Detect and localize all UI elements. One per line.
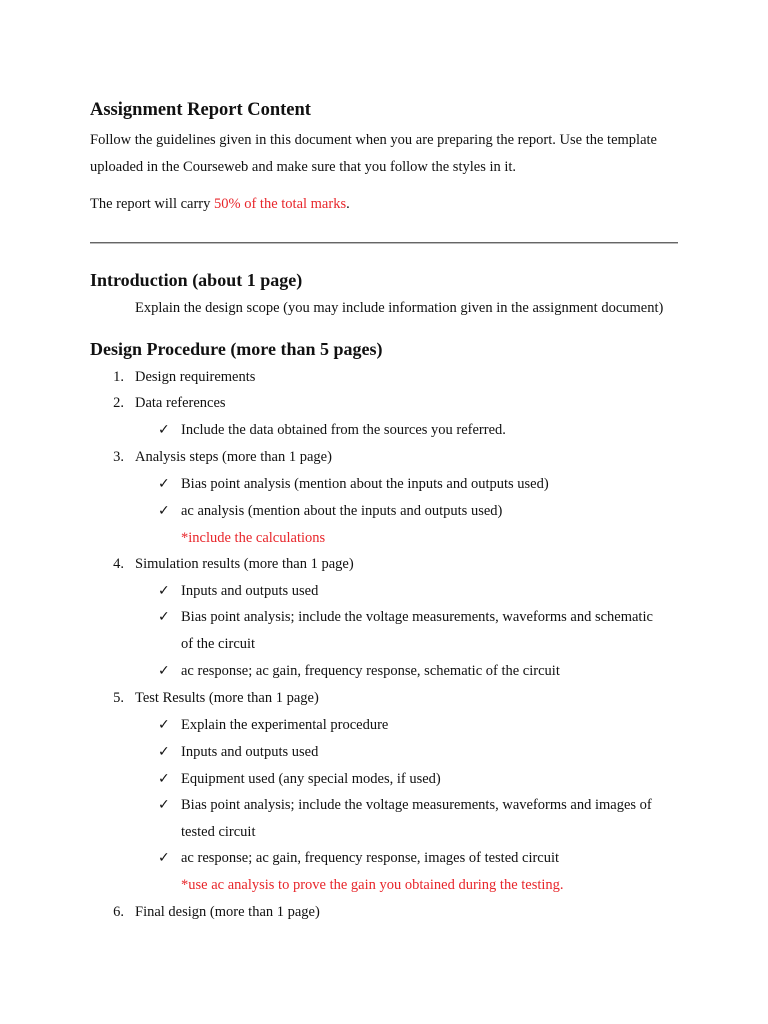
list-number: 4. bbox=[113, 556, 124, 572]
checkmark-icon: ✓ bbox=[158, 583, 170, 599]
list-number: 1. bbox=[113, 369, 124, 385]
introduction-text: Explain the design scope (you may include information given in the assignment document) bbox=[135, 300, 664, 316]
sub-list-item: Inputs and outputs used bbox=[181, 744, 319, 760]
red-note: *include the calculations bbox=[181, 530, 326, 546]
marks-statement bbox=[90, 196, 350, 213]
list-number: 3. bbox=[113, 449, 124, 465]
sub-list-item-continuation: of the circuit bbox=[181, 636, 256, 652]
checkmark-icon: ✓ bbox=[158, 476, 170, 492]
list-item: Simulation results (more than 1 page) bbox=[135, 556, 354, 572]
marks-prefix: The report will carry bbox=[90, 196, 215, 212]
sub-list-item: Bias point analysis; include the voltage measurements, waveforms and images of bbox=[181, 797, 652, 813]
introduction-heading: Introduction (about 1 page) bbox=[90, 270, 303, 290]
list-number: 2. bbox=[113, 395, 124, 411]
sub-list-item: ac analysis (mention about the inputs and outputs used) bbox=[181, 503, 503, 519]
page-title: Assignment Report Content bbox=[90, 100, 311, 120]
red-note: *use ac analysis to prove the gain you obtained during the testing. bbox=[181, 877, 564, 893]
intro-paragraph-line-2: uploaded in the Courseweb and make sure that you follow the styles in it. bbox=[90, 159, 517, 175]
checkmark-icon: ✓ bbox=[158, 744, 170, 760]
marks-highlight: 50% of the total marks bbox=[214, 196, 347, 212]
sub-list-item: Equipment used (any special modes, if used) bbox=[181, 771, 441, 787]
sub-list-item: Bias point analysis (mention about the inputs and outputs used) bbox=[181, 476, 549, 492]
sub-list-item: ac response; ac gain, frequency response, images of tested circuit bbox=[181, 850, 560, 866]
list-item: Test Results (more than 1 page) bbox=[135, 690, 319, 706]
checkmark-icon: ✓ bbox=[158, 663, 170, 679]
sub-list-item: ac response; ac gain, frequency response, schematic of the circuit bbox=[181, 663, 560, 679]
sub-list-item: Bias point analysis; include the voltage measurements, waveforms and schematic bbox=[181, 609, 653, 625]
checkmark-icon: ✓ bbox=[158, 422, 170, 438]
checkmark-icon: ✓ bbox=[158, 717, 170, 733]
sub-list-item: Include the data obtained from the sources you referred. bbox=[181, 422, 506, 438]
list-item: Design requirements bbox=[135, 369, 256, 385]
list-number: 5. bbox=[113, 690, 124, 706]
checkmark-icon: ✓ bbox=[158, 771, 170, 787]
sub-list-item: Explain the experimental procedure bbox=[181, 717, 389, 733]
checkmark-icon: ✓ bbox=[158, 797, 170, 813]
horizontal-divider-shadow bbox=[90, 243, 678, 244]
checkmark-icon: ✓ bbox=[158, 609, 170, 625]
checkmark-icon: ✓ bbox=[158, 503, 170, 519]
sub-list-item-continuation: tested circuit bbox=[181, 824, 256, 840]
list-item: Analysis steps (more than 1 page) bbox=[135, 449, 332, 465]
marks-suffix: . bbox=[346, 196, 350, 212]
list-item: Final design (more than 1 page) bbox=[135, 904, 320, 920]
design-procedure-heading: Design Procedure (more than 5 pages) bbox=[90, 339, 383, 359]
list-item: Data references bbox=[135, 395, 226, 411]
sub-list-item: Inputs and outputs used bbox=[181, 583, 319, 599]
checkmark-icon: ✓ bbox=[158, 850, 170, 866]
intro-paragraph-line-1: Follow the guidelines given in this document when you are preparing the report. Use the template bbox=[90, 132, 657, 148]
list-number: 6. bbox=[113, 904, 124, 920]
